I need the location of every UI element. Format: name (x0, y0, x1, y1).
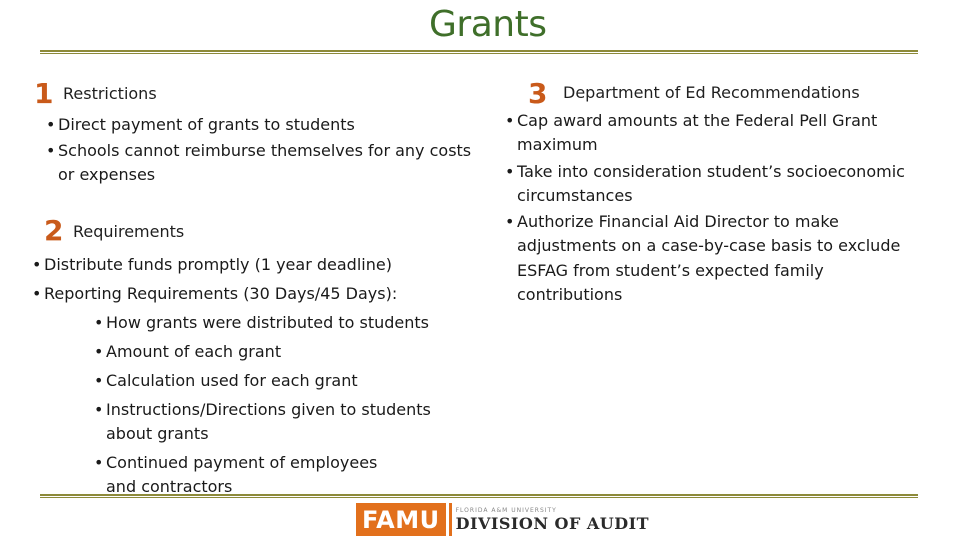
sub-list-item: • Instructions/Directions given to students about grants (94, 398, 454, 446)
top-divider (40, 50, 918, 54)
section2-list (32, 253, 472, 504)
footer-logo (356, 503, 649, 536)
list-item: • Reporting Requirements (30 Days/45 Days): (32, 282, 472, 306)
list-item: • Take into consideration student’s socioeconomic circumstances (505, 160, 930, 209)
list-item: • Authorize Financial Aid Director to make adjustments on a case-by-case basis to exclude ESFAG from student’s expected family contributions (505, 210, 915, 307)
division-block (456, 503, 649, 536)
section2-heading: Requirements (73, 222, 185, 241)
division-name: DIVISION OF AUDIT (455, 514, 650, 533)
slide-title: Grants (429, 4, 547, 45)
list-item: • Distribute funds promptly (1 year deadline) (32, 253, 472, 277)
famu-logo: FAMU (356, 503, 446, 536)
bottom-divider (40, 494, 918, 498)
section3-list (505, 109, 930, 309)
section2-number: 2 (44, 214, 64, 247)
list-item: • Cap award amounts at the Federal Pell Grant maximum (505, 109, 885, 158)
section3-heading: Department of Ed Recommendations (563, 83, 860, 102)
sub-list-item: • How grants were distributed to students (94, 311, 472, 335)
section1-heading: Restrictions (63, 84, 157, 103)
university-name: FLORIDA A&M UNIVERSITY (455, 507, 557, 514)
section1-list (46, 112, 486, 187)
section3-number: 3 (528, 77, 548, 110)
sub-list-item: • Continued payment of employees and contractors (94, 451, 394, 499)
list-item: • Schools cannot reimburse themselves for any costs or expenses (46, 139, 486, 187)
list-item: • Direct payment of grants to students (46, 112, 486, 139)
sub-list-item: • Calculation used for each grant (94, 369, 472, 393)
sub-list-item: • Amount of each grant (94, 340, 472, 364)
section1-number: 1 (34, 77, 54, 110)
logo-divider (449, 503, 452, 536)
